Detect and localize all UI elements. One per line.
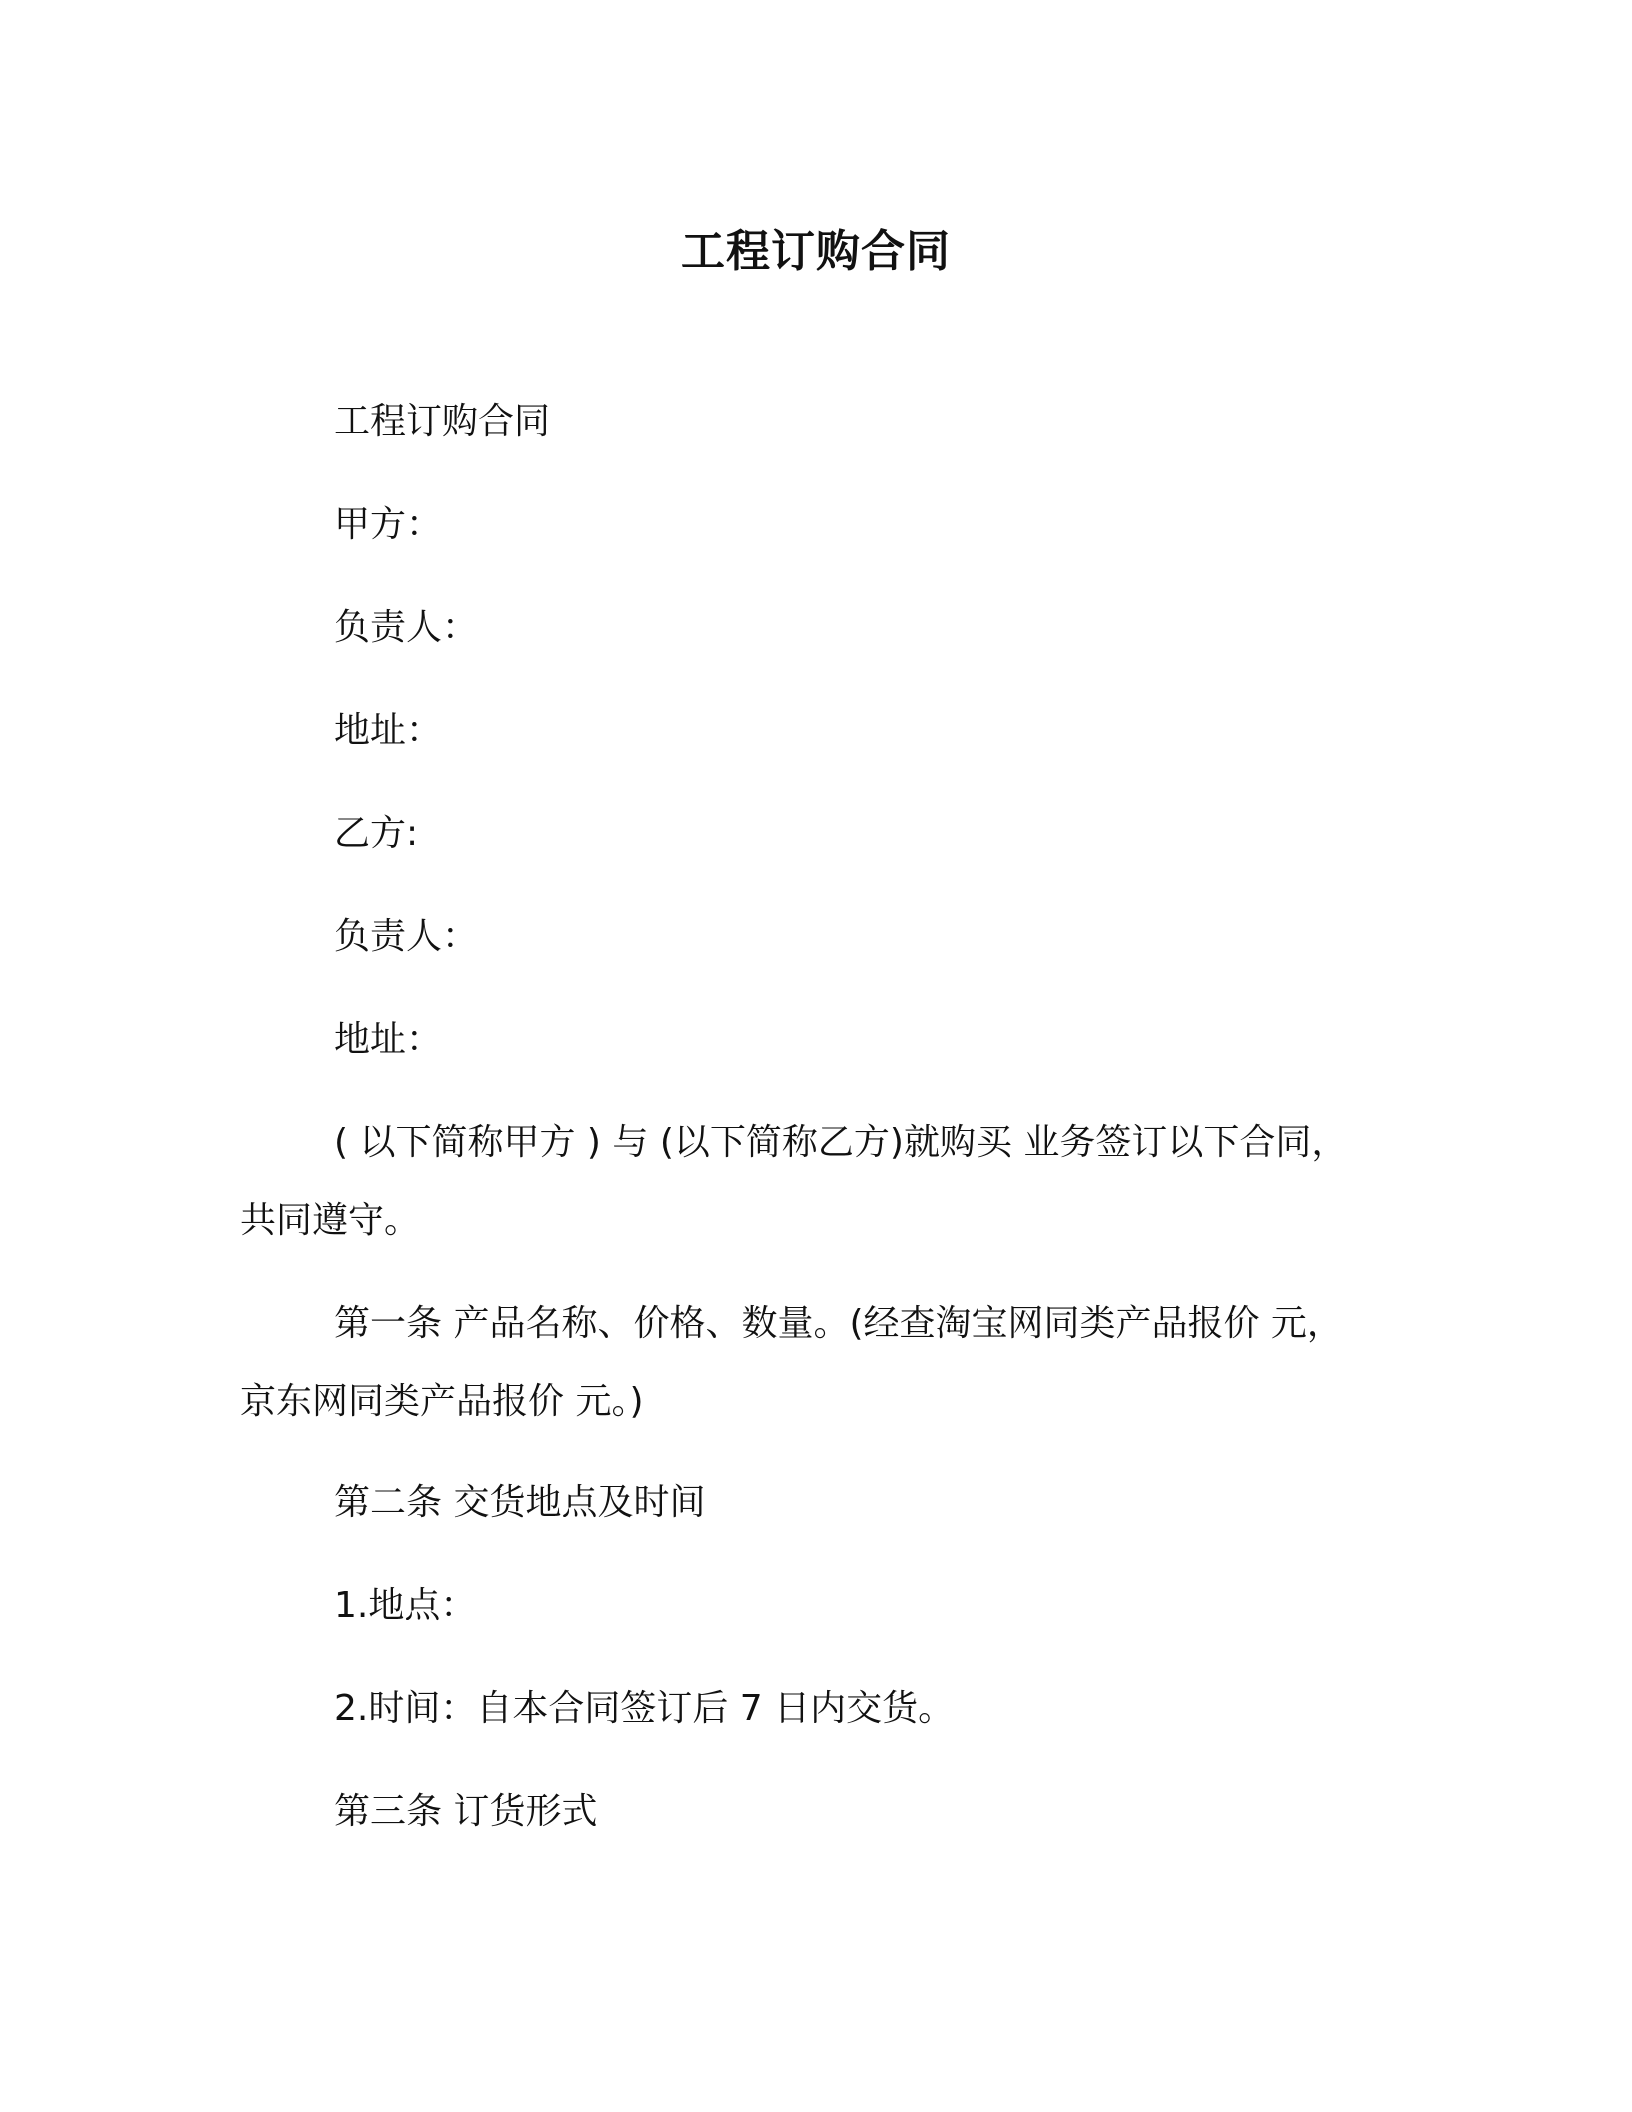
document-title: 工程订购合同	[681, 226, 951, 277]
article-1-line-1: 第一条 产品名称、价格、数量。(经查淘宝网同类产品报价 元，	[334, 1303, 1343, 1344]
article-1-line-2: 京东网同类产品报价 元。)	[240, 1381, 644, 1422]
party-a-address-line: 地址：	[334, 710, 443, 751]
party-a-line: 甲方：	[334, 504, 443, 545]
article-3-heading: 第三条 订货形式	[334, 1791, 598, 1832]
delivery-location-line: 1.地点：	[334, 1585, 477, 1626]
article-2-heading: 第二条 交货地点及时间	[334, 1482, 706, 1523]
intro-paragraph-line-2: 共同遵守。	[240, 1200, 421, 1241]
party-b-address-line: 地址：	[334, 1019, 443, 1060]
delivery-time-line: 2.时间：自本合同签订后 7 日内交货。	[334, 1688, 955, 1729]
party-b-manager-line: 负责人：	[334, 916, 479, 957]
party-a-manager-line: 负责人：	[334, 607, 479, 648]
intro-paragraph-line-1: ( 以下简称甲方 ) 与 (以下简称乙方)就购买 业务签订以下合同，	[334, 1122, 1348, 1163]
party-b-line: 乙方:	[334, 813, 419, 854]
subtitle-line: 工程订购合同	[334, 401, 551, 442]
